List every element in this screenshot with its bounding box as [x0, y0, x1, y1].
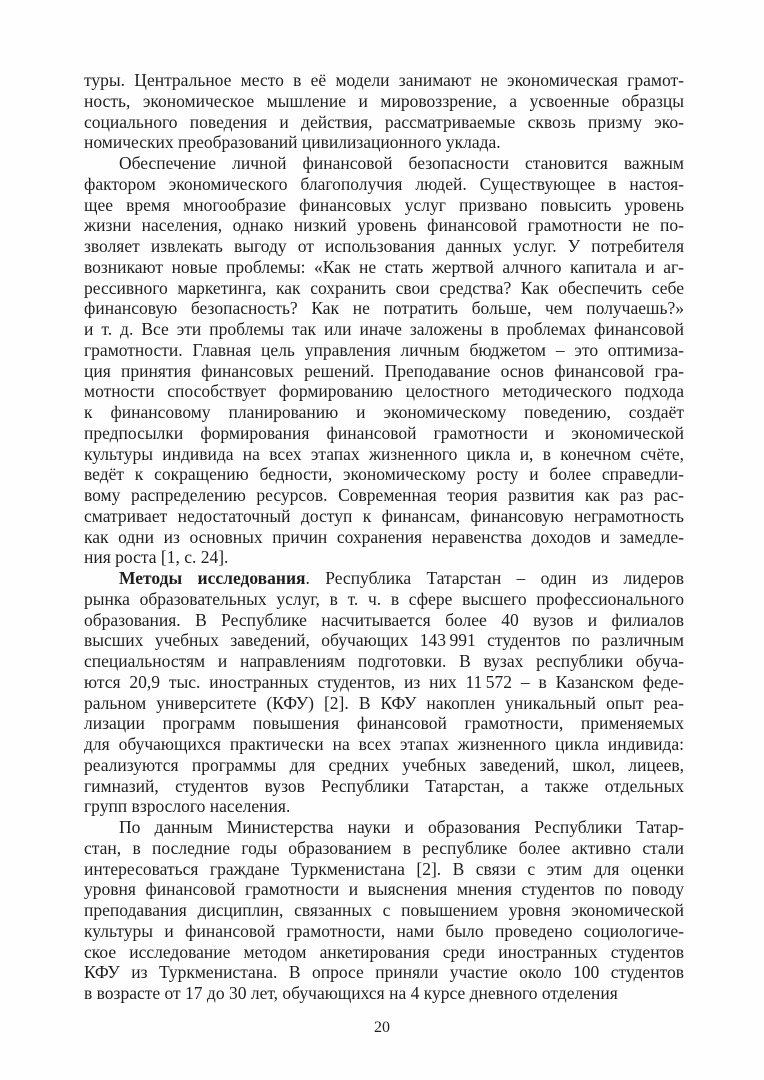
- text-line: КФУ из Туркменистана. В опросе приняли участие около 100 студентов: [84, 962, 684, 983]
- text-line: Обеспечение личной финансовой безопасности становится важным: [119, 153, 684, 173]
- text-line: сматривает недостаточный доступ к финансам, финансовую неграмотность: [84, 505, 684, 526]
- text-line: зволяет извлекать выгоду от использования данных услуг. У потребителя: [84, 236, 684, 256]
- text-line: ведёт к сокращению бедности, экономическому росту и более справедли-: [84, 464, 684, 485]
- text-line: [84, 568, 684, 589]
- text-line: номических преобразований цивилизационного уклада.: [84, 132, 501, 153]
- text-line: как одни из основных причин сохранения неравенства доходов и замедле-: [84, 526, 684, 547]
- text-line: социального поведения и действия, рассматриваемые сквозь призму эко-: [84, 111, 684, 132]
- text-line: грамотности. Главная цель управления личным бюджетом – это оптимиза-: [84, 339, 684, 360]
- text-line: стан, в последние годы образованием в республике более активно стали: [84, 837, 684, 858]
- text-line: жизни населения, однако низкий уровень финансовой грамотности не по-: [84, 215, 684, 236]
- bold-run: Методы исследования: [119, 568, 306, 588]
- text-line: щее время многообразие финансовых услуг призвано повысить уровень: [84, 194, 684, 215]
- text-line: культуры и финансовой грамотности, нами было проведено социологиче-: [84, 920, 684, 941]
- text-line: туры. Центральное место в её модели занимают не экономическая грамот-: [84, 70, 684, 90]
- text-line: рынка образовательных услуг, в т. ч. в сфере высшего профессионального: [84, 588, 684, 609]
- text-line: реализуются программы для средних учебных заведений, школ, лицеев,: [84, 754, 684, 775]
- text-line: образования. В Республике насчитывается более 40 вузов и филиалов: [84, 609, 684, 630]
- document-body: [84, 70, 684, 1004]
- text-line: и т. д. Все эти проблемы так или иначе заложены в проблемах финансовой: [84, 319, 684, 339]
- text-line: для обучающихся практически на всех этапах жизненного цикла индивида:: [84, 734, 684, 754]
- text-line: ния роста [1, с. 24].: [84, 547, 229, 568]
- text-line: финансовую безопасность? Как не потратить больше, чем получаешь?»: [84, 298, 684, 319]
- text-line: интересоваться граждане Туркменистана [2]. В связи с этим для оценки: [84, 858, 684, 879]
- text-run: . Республика Татарстан – один из лидеров: [305, 568, 685, 588]
- text-line: ются 20,9 тыс. иностранных студентов, из них 11 572 – в Казанском феде-: [84, 671, 684, 692]
- text-line: высших учебных заведений, обучающих 143 991 студентов по различным: [84, 630, 684, 651]
- text-line: ция принятия финансовых решений. Преподавание основ финансовой гра-: [84, 360, 684, 381]
- text-line: рессивного маркетинга, как сохранить свои средства? Как обеспечить себе: [84, 277, 684, 298]
- text-line: культуры индивида на всех этапах жизненного цикла и, в конечном счёте,: [84, 443, 684, 464]
- text-line: к финансовому планированию и экономическому поведению, создаёт: [84, 402, 684, 422]
- text-line: вому распределению ресурсов. Современная теория развития как раз рас-: [84, 485, 684, 505]
- text-line: По данным Министерства науки и образования Республики Татар-: [119, 817, 684, 837]
- text-line: специальностям и направлениям подготовки. В вузах республики обуча-: [84, 651, 684, 671]
- text-line: гимназий, студентов вузов Республики Татарстан, а также отдельных: [84, 775, 684, 796]
- text-line: мотности способствует формированию целостного методического подхода: [84, 381, 684, 402]
- text-line: лизации программ повышения финансовой грамотности, применяемых: [84, 713, 684, 734]
- text-line: уровня финансовой грамотности и выяснения мнения студентов по поводу: [84, 879, 684, 900]
- text-line: ское исследование методом анкетирования среди иностранных студентов: [84, 941, 684, 962]
- text-line: ность, экономическое мышление и мировоззрение, а усвоенные образцы: [84, 90, 684, 111]
- text-line: преподавания дисциплин, связанных с повышением уровня экономической: [84, 900, 684, 920]
- text-line: в возрасте от 17 до 30 лет, обучающихся на 4 курсе дневного отделения: [84, 983, 618, 1003]
- text-line: предпосылки формирования финансовой грамотности и экономической: [84, 422, 684, 443]
- text-line: фактором экономического благополучия людей. Существующее в настоя-: [84, 173, 684, 194]
- text-line: ральном университете (КФУ) [2]. В КФУ накоплен уникальный опыт реа-: [84, 692, 684, 713]
- page-number: 20: [374, 1019, 390, 1036]
- text-line: возникают новые проблемы: «Как не стать жертвой алчного капитала и аг-: [84, 256, 684, 277]
- text-line: групп взрослого населения.: [84, 796, 291, 817]
